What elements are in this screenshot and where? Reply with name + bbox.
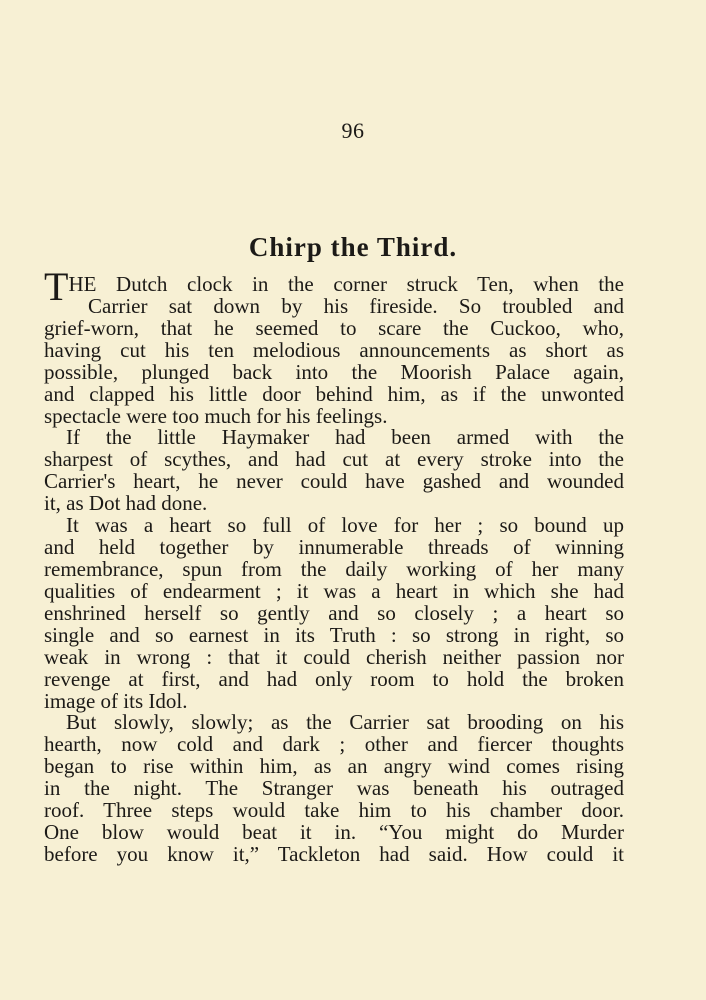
text-line: hearth, now cold and dark ; other and fiercer thoughts: [44, 732, 624, 757]
body-text: [44, 264, 624, 866]
text-line: and clapped his little door behind him, as if the unwonted: [44, 381, 624, 406]
text-line: One blow would beat it in. “You might do Murder: [44, 820, 624, 845]
text-line: single and so earnest in its Truth : so strong in right, so: [44, 622, 624, 647]
text-line: roof. Three steps would take him to his chamber door.: [44, 798, 624, 823]
text-line: grief-worn, that he seemed to scare the Cuckoo, who,: [44, 315, 624, 340]
text-line: spectacle were too much for his feelings.: [44, 403, 388, 428]
text-line: THE Dutch clock in the corner struck Ten, when the: [44, 264, 624, 309]
text-line: If the little Haymaker had been armed with the: [66, 425, 624, 450]
text-line: But slowly, slowly; as the Carrier sat brooding on his: [66, 710, 624, 735]
text-line: began to rise within him, as an angry wind comes rising: [44, 754, 624, 779]
text-line: Carrier's heart, he never could have gashed and wounded: [44, 469, 624, 494]
text-line: revenge at first, and had only room to hold the broken: [44, 666, 624, 691]
text-line: enshrined herself so gently and so closely ; a heart so: [44, 600, 624, 625]
text-line: remembrance, spun from the daily working of her many: [44, 556, 624, 581]
text-line: having cut his ten melodious announcements as short as: [44, 337, 624, 362]
chapter-title: Chirp the Third.: [248, 232, 458, 262]
text-line: possible, plunged back into the Moorish Palace again,: [44, 359, 624, 384]
page-number: 96: [341, 118, 365, 143]
text-line: It was a heart so full of love for her ; so bound up: [66, 513, 624, 538]
drop-cap: T: [44, 264, 69, 309]
text-line: sharpest of scythes, and had cut at every stroke into the: [44, 447, 624, 472]
text-line: before you know it,” Tackleton had said. How could it: [44, 841, 624, 866]
text-line: weak in wrong : that it could cherish neither passion nor: [44, 644, 624, 669]
text-line: image of its Idol.: [44, 688, 188, 713]
text-line: Carrier sat down by his fireside. So troubled and: [88, 293, 624, 318]
text-line: and held together by innumerable threads of winning: [44, 535, 624, 560]
text-line: qualities of endearment ; it was a heart in which she had: [44, 578, 624, 603]
text-line: it, as Dot had done.: [44, 491, 208, 516]
text-line: in the night. The Stranger was beneath his outraged: [44, 776, 624, 801]
